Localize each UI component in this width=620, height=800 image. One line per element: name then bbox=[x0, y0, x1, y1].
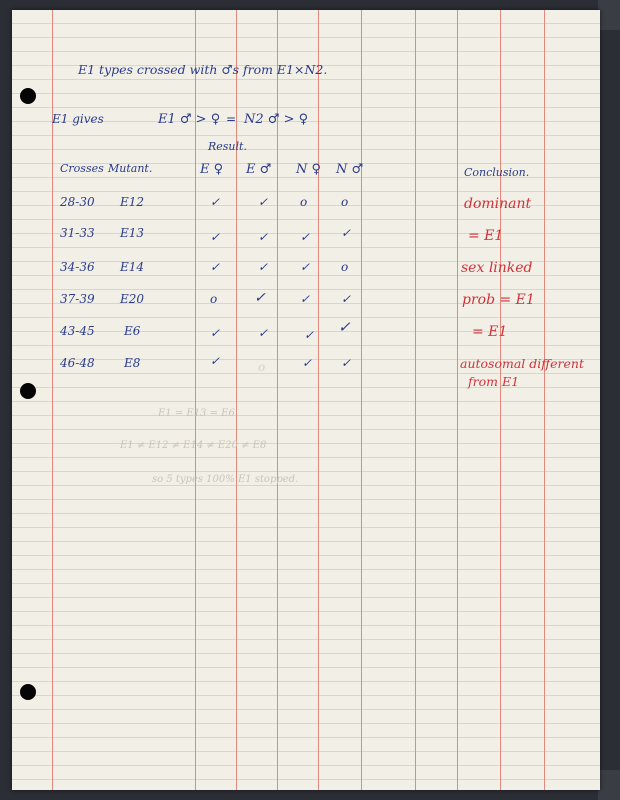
column-rule bbox=[318, 10, 319, 790]
e1-ratio: E1 ♂ > ♀ bbox=[158, 112, 221, 127]
row-crosses: 31-33 bbox=[60, 226, 95, 240]
row-n-male: ✓ bbox=[341, 226, 352, 240]
column-rule bbox=[195, 10, 196, 790]
row-conclusion: sex linked bbox=[461, 260, 533, 276]
equals-sign: = bbox=[226, 112, 237, 126]
row-e-female: ✓ bbox=[210, 260, 221, 274]
row-n-male: o bbox=[341, 260, 349, 274]
faint-line: E1 ≠ E12 ≠ E14 ≠ E20 ≠ E8 bbox=[120, 440, 267, 451]
row-e-female: o bbox=[210, 292, 218, 306]
result-label: Result. bbox=[208, 140, 247, 153]
row-conclusion: autosomal different bbox=[460, 356, 584, 371]
header-e-female: E ♀ bbox=[200, 162, 224, 177]
column-rule bbox=[277, 10, 278, 790]
header-conclusion: Conclusion. bbox=[464, 166, 530, 179]
binder-tab-bottom bbox=[598, 770, 620, 800]
column-rule bbox=[500, 10, 501, 790]
row-mutant: E6 bbox=[124, 324, 141, 338]
row-n-male: ✓ bbox=[338, 318, 351, 336]
row-crosses: 37-39 bbox=[60, 292, 95, 306]
header-n-female: N ♀ bbox=[296, 162, 322, 177]
column-rule bbox=[457, 10, 458, 790]
header-e-male: E ♂ bbox=[246, 162, 272, 177]
n2-ratio: N2 ♂ > ♀ bbox=[244, 112, 309, 127]
page-heading: E1 types crossed with ♂s from E1×N2. bbox=[78, 62, 328, 77]
row-e-female: ✓ bbox=[210, 326, 221, 340]
header-crosses: Crosses bbox=[60, 162, 104, 175]
column-rule bbox=[415, 10, 416, 790]
row-n-male: o bbox=[341, 195, 349, 209]
row-e-male: ✓ bbox=[258, 260, 269, 274]
row-n-male: ✓ bbox=[341, 356, 352, 370]
row-e-male: ✓ bbox=[254, 290, 266, 306]
column-rule bbox=[236, 10, 237, 790]
punch-hole bbox=[20, 88, 36, 104]
row-crosses: 34-36 bbox=[60, 260, 95, 274]
notebook-page bbox=[12, 10, 600, 790]
row-crosses: 43-45 bbox=[60, 324, 95, 338]
row-n-male: ✓ bbox=[341, 292, 352, 306]
conclusion-continuation: from E1 bbox=[468, 374, 520, 389]
punch-hole bbox=[20, 383, 36, 399]
row-mutant: E13 bbox=[120, 226, 145, 240]
faint-line: so 5 types 100% E1 stopped. bbox=[152, 474, 299, 485]
header-mutant: Mutant. bbox=[108, 162, 153, 175]
row-conclusion: dominant bbox=[464, 196, 532, 212]
row-n-female: ✓ bbox=[300, 230, 311, 244]
row-e-male: ✓ bbox=[258, 195, 269, 209]
row-e-female: ✓ bbox=[210, 354, 221, 368]
row-crosses: 28-30 bbox=[60, 195, 95, 209]
row-conclusion: = E1 bbox=[468, 228, 504, 244]
row-mutant: E20 bbox=[120, 292, 145, 306]
faint-line: E1 = E13 = E6 bbox=[158, 408, 235, 419]
column-rule bbox=[361, 10, 362, 790]
row-e-female: ✓ bbox=[210, 230, 221, 244]
row-e-male: ✓ bbox=[258, 230, 269, 244]
row-e-female: ✓ bbox=[210, 195, 221, 209]
row-e-male: o bbox=[258, 360, 266, 374]
row-conclusion: prob = E1 bbox=[462, 292, 535, 308]
header-n-male: N ♂ bbox=[336, 162, 364, 177]
row-n-female: o bbox=[300, 195, 308, 209]
row-n-female: ✓ bbox=[300, 292, 311, 306]
row-mutant: E14 bbox=[120, 260, 145, 274]
row-e-male: ✓ bbox=[258, 326, 269, 340]
row-mutant: E8 bbox=[124, 356, 141, 370]
row-conclusion: = E1 bbox=[472, 324, 508, 340]
row-crosses: 46-48 bbox=[60, 356, 95, 370]
row-n-female: ✓ bbox=[300, 260, 311, 274]
row-n-female: ✓ bbox=[304, 328, 315, 342]
punch-hole bbox=[20, 684, 36, 700]
binder-tab-top bbox=[598, 0, 620, 30]
column-rule bbox=[544, 10, 545, 790]
margin-rule bbox=[52, 10, 53, 790]
row-mutant: E12 bbox=[120, 195, 145, 209]
gives-label: E1 gives bbox=[52, 112, 104, 126]
row-n-female: ✓ bbox=[302, 356, 313, 370]
